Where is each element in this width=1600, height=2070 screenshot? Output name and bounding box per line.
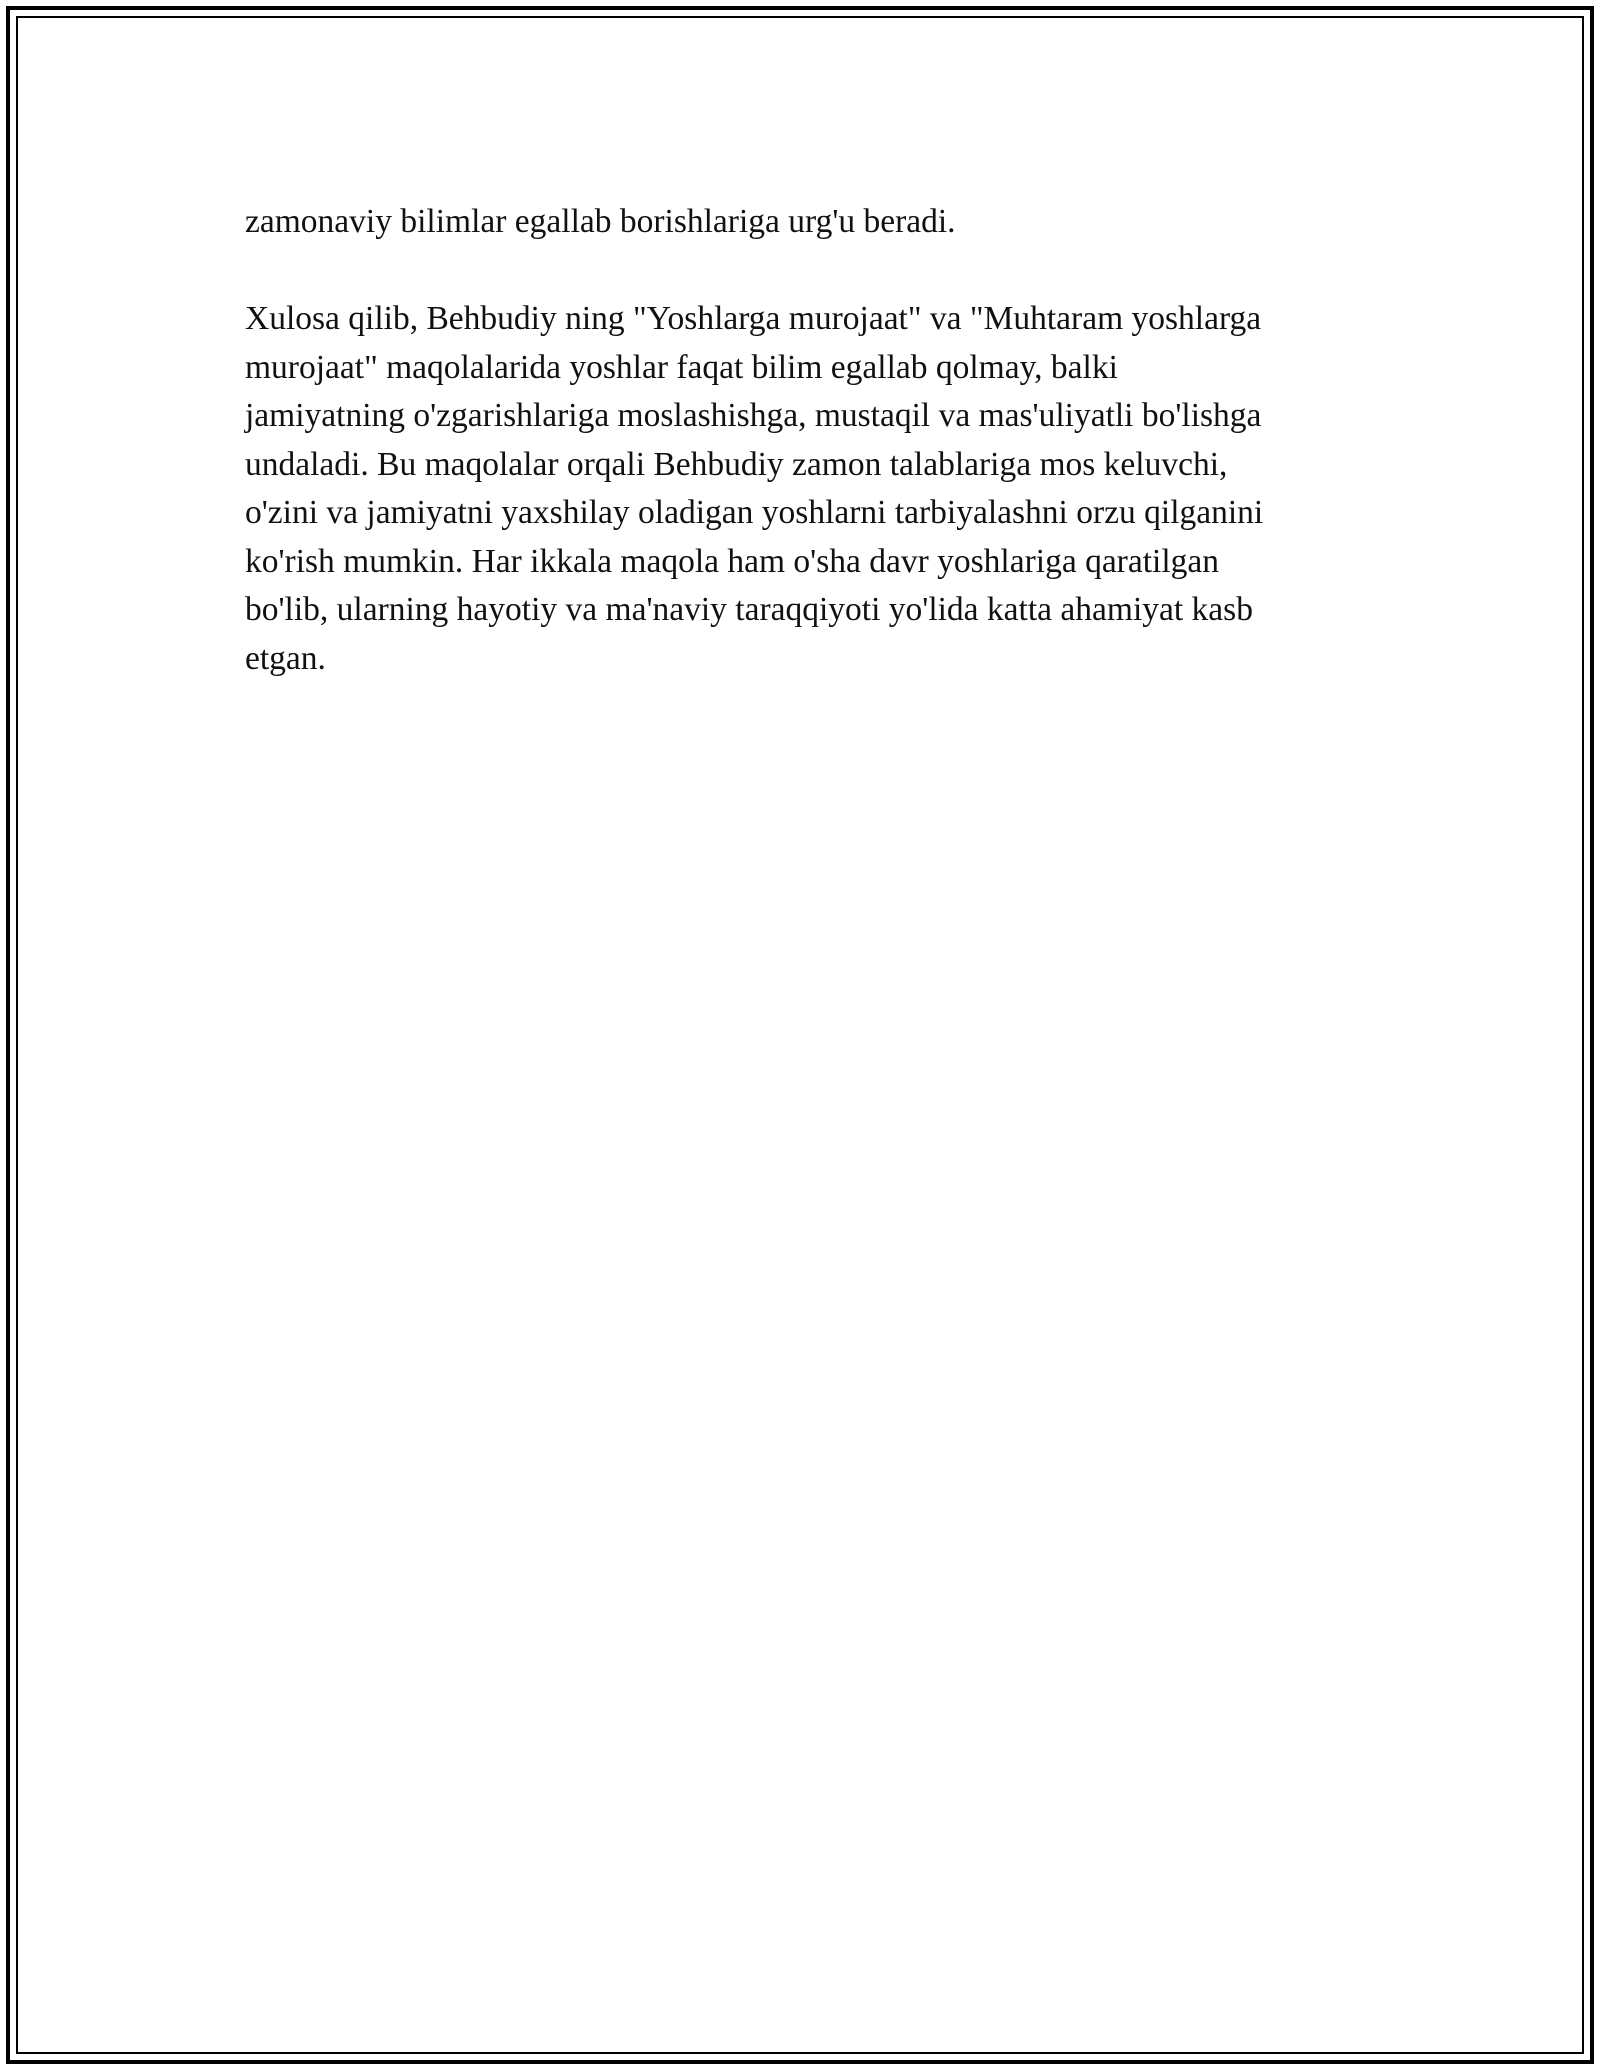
page-border (6, 6, 1594, 2064)
paragraph-continuation: zamonaviy bilimlar egallab borishlariga urg'u beradi. (245, 203, 956, 240)
document-body (245, 198, 1375, 683)
paragraph-conclusion: Xulosa qilib, Behbudiy ning "Yoshlarga murojaat" va "Muhtaram yoshlarga murojaat" maqolalarida yoshlar faqat bilim egallab qolmay, balki jamiyatning o'zgarishlariga moslashishga, mustaqil va mas'uliyatli bo'lishga undaladi. Bu maqolalar orqali Behbudiy zamon talablariga mos keluvchi, o'zini va jamiyatni yaxshilay oladigan yoshlarni tarbiyalashni orzu qilganini ko'rish mumkin. Har ikkala maqola ham o'sha davr yoshlariga qaratilgan bo'lib, ularning hayotiy va ma'naviy taraqqiyoti yo'lida katta ahamiyat kasb etgan. (245, 300, 1264, 677)
